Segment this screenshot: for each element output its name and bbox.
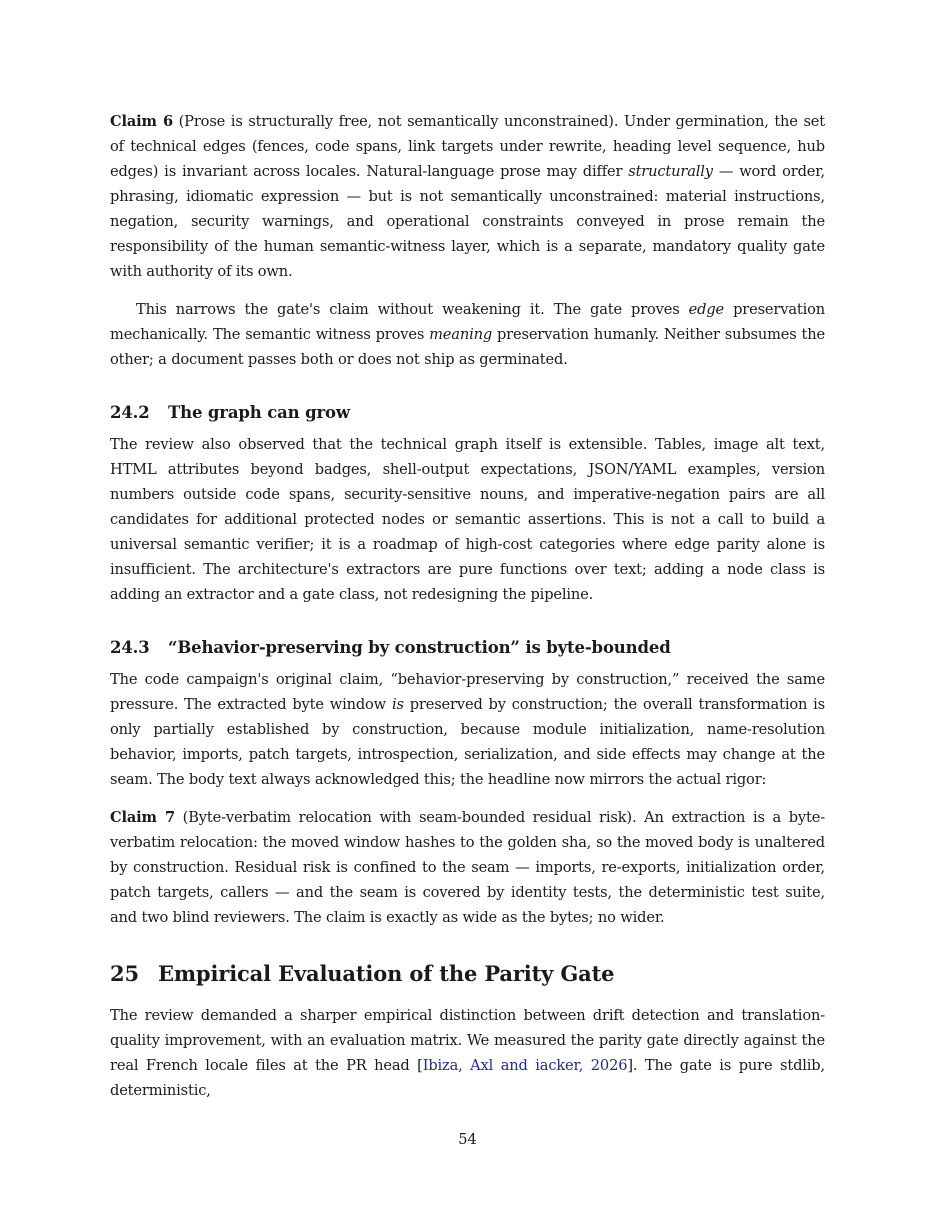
section-24-3-heading [110, 635, 825, 660]
section-24-2-number: 24.2 [110, 403, 150, 422]
claim-6-text-start: Under germination, the set of technical edges (fences, code spans, link targets under rewrite, heading level sequence, hub edges) is invariant across locales. Natural-language prose may differ [110, 113, 825, 180]
narrows-text-2: preservation mechanically. The semantic witness proves [110, 301, 825, 343]
section-25-title: Empirical Evaluation of the Parity Gate [158, 961, 615, 986]
section-25-paragraph [110, 1003, 825, 1103]
narrows-paragraph [110, 297, 825, 372]
claim-6-emphasis: structurally [628, 163, 713, 180]
claim-7-paragraph [110, 805, 825, 930]
section-25-heading [110, 959, 825, 989]
narrows-text-1: This narrows the gate's claim without weakening it. The gate proves [136, 301, 689, 318]
section-24-2-title: The graph can grow [168, 403, 350, 422]
section-24-3-emph: is [391, 696, 404, 713]
citation-link[interactable]: Ibiza, Axl and iacker, 2026 [422, 1057, 628, 1074]
claim-7-text: An extraction is a byte-verbatim relocation: the moved window hashes to the golden sha, so the moved body is unaltered by construction. Residual risk is confined to the seam — imports, re-exports, initialization order, patch targets, callers — and the seam is covered by identity tests, the deterministic test suite, and two blind reviewers. The claim is exactly as wide as the bytes; no wider. [110, 809, 825, 926]
section-24-3-text-1: The code campaign's original claim, “behavior-preserving by construction,” received the same pressure. The extracted byte window [110, 671, 825, 713]
section-24-3-text-2: preserved by construction; the overall transformation is only partially established by construction, because module initialization, name-resolution behavior, imports, patch targets, introspection, serialization, and side effects may change at the seam. The body text always acknowledged this; the headline now mirrors the actual rigor: [110, 696, 825, 788]
claim-6-text-end: — word order, phrasing, idiomatic expression — but is not semantically unconstrained: material instructions, negation, security warnings, and operational constraints conveyed in prose remain the responsibility of the human semantic-witness layer, which is a separate, mandatory quality gate with authority of its own. [110, 163, 825, 280]
claim-7-label: Claim 7 [110, 809, 175, 826]
claim-6-title: (Prose is structurally free, not semantically unconstrained). [178, 113, 619, 130]
section-25-number: 25 [110, 961, 139, 986]
section-24-2-paragraph: The review also observed that the technical graph itself is extensible. Tables, image alt text, HTML attributes beyond badges, shell-output expectations, JSON/YAML examples, version numbers outside code spans, security-sensitive nouns, and imperative-negation pairs are all candidates for additional protected nodes or semantic assertions. This is not a call to build a universal semantic verifier; it is a roadmap of high-cost categories where edge parity alone is insufficient. The architecture's extractors are pure functions over text; adding a node class is adding an extractor and a gate class, not redesigning the pipeline. [110, 436, 825, 603]
narrows-emph-meaning: meaning [429, 326, 493, 343]
claim-6-paragraph [110, 109, 825, 284]
page-body [110, 109, 825, 1116]
page-number: 54 [458, 1131, 477, 1148]
section-25-text-2: ]. The gate is pure stdlib, deterministic, [110, 1057, 825, 1099]
narrows-text-3: preservation humanly. Neither subsumes the other; a document passes both or does not ship as germinated. [110, 326, 825, 368]
section-24-2-heading [110, 400, 825, 425]
claim-6-label: Claim 6 [110, 113, 173, 130]
claim-7-title: (Byte-verbatim relocation with seam-bounded residual risk). [182, 809, 637, 826]
section-25-text-1: The review demanded a sharper empirical distinction between drift detection and translation-quality improvement, with an evaluation matrix. We measured the parity gate directly against the real French locale files at the PR head [ [110, 1007, 825, 1074]
section-24-3-paragraph [110, 667, 825, 792]
narrows-emph-edge: edge [688, 301, 725, 318]
section-24-3-title: “Behavior-preserving by construction” is byte-bounded [168, 638, 671, 657]
section-24-3-number: 24.3 [110, 638, 150, 657]
